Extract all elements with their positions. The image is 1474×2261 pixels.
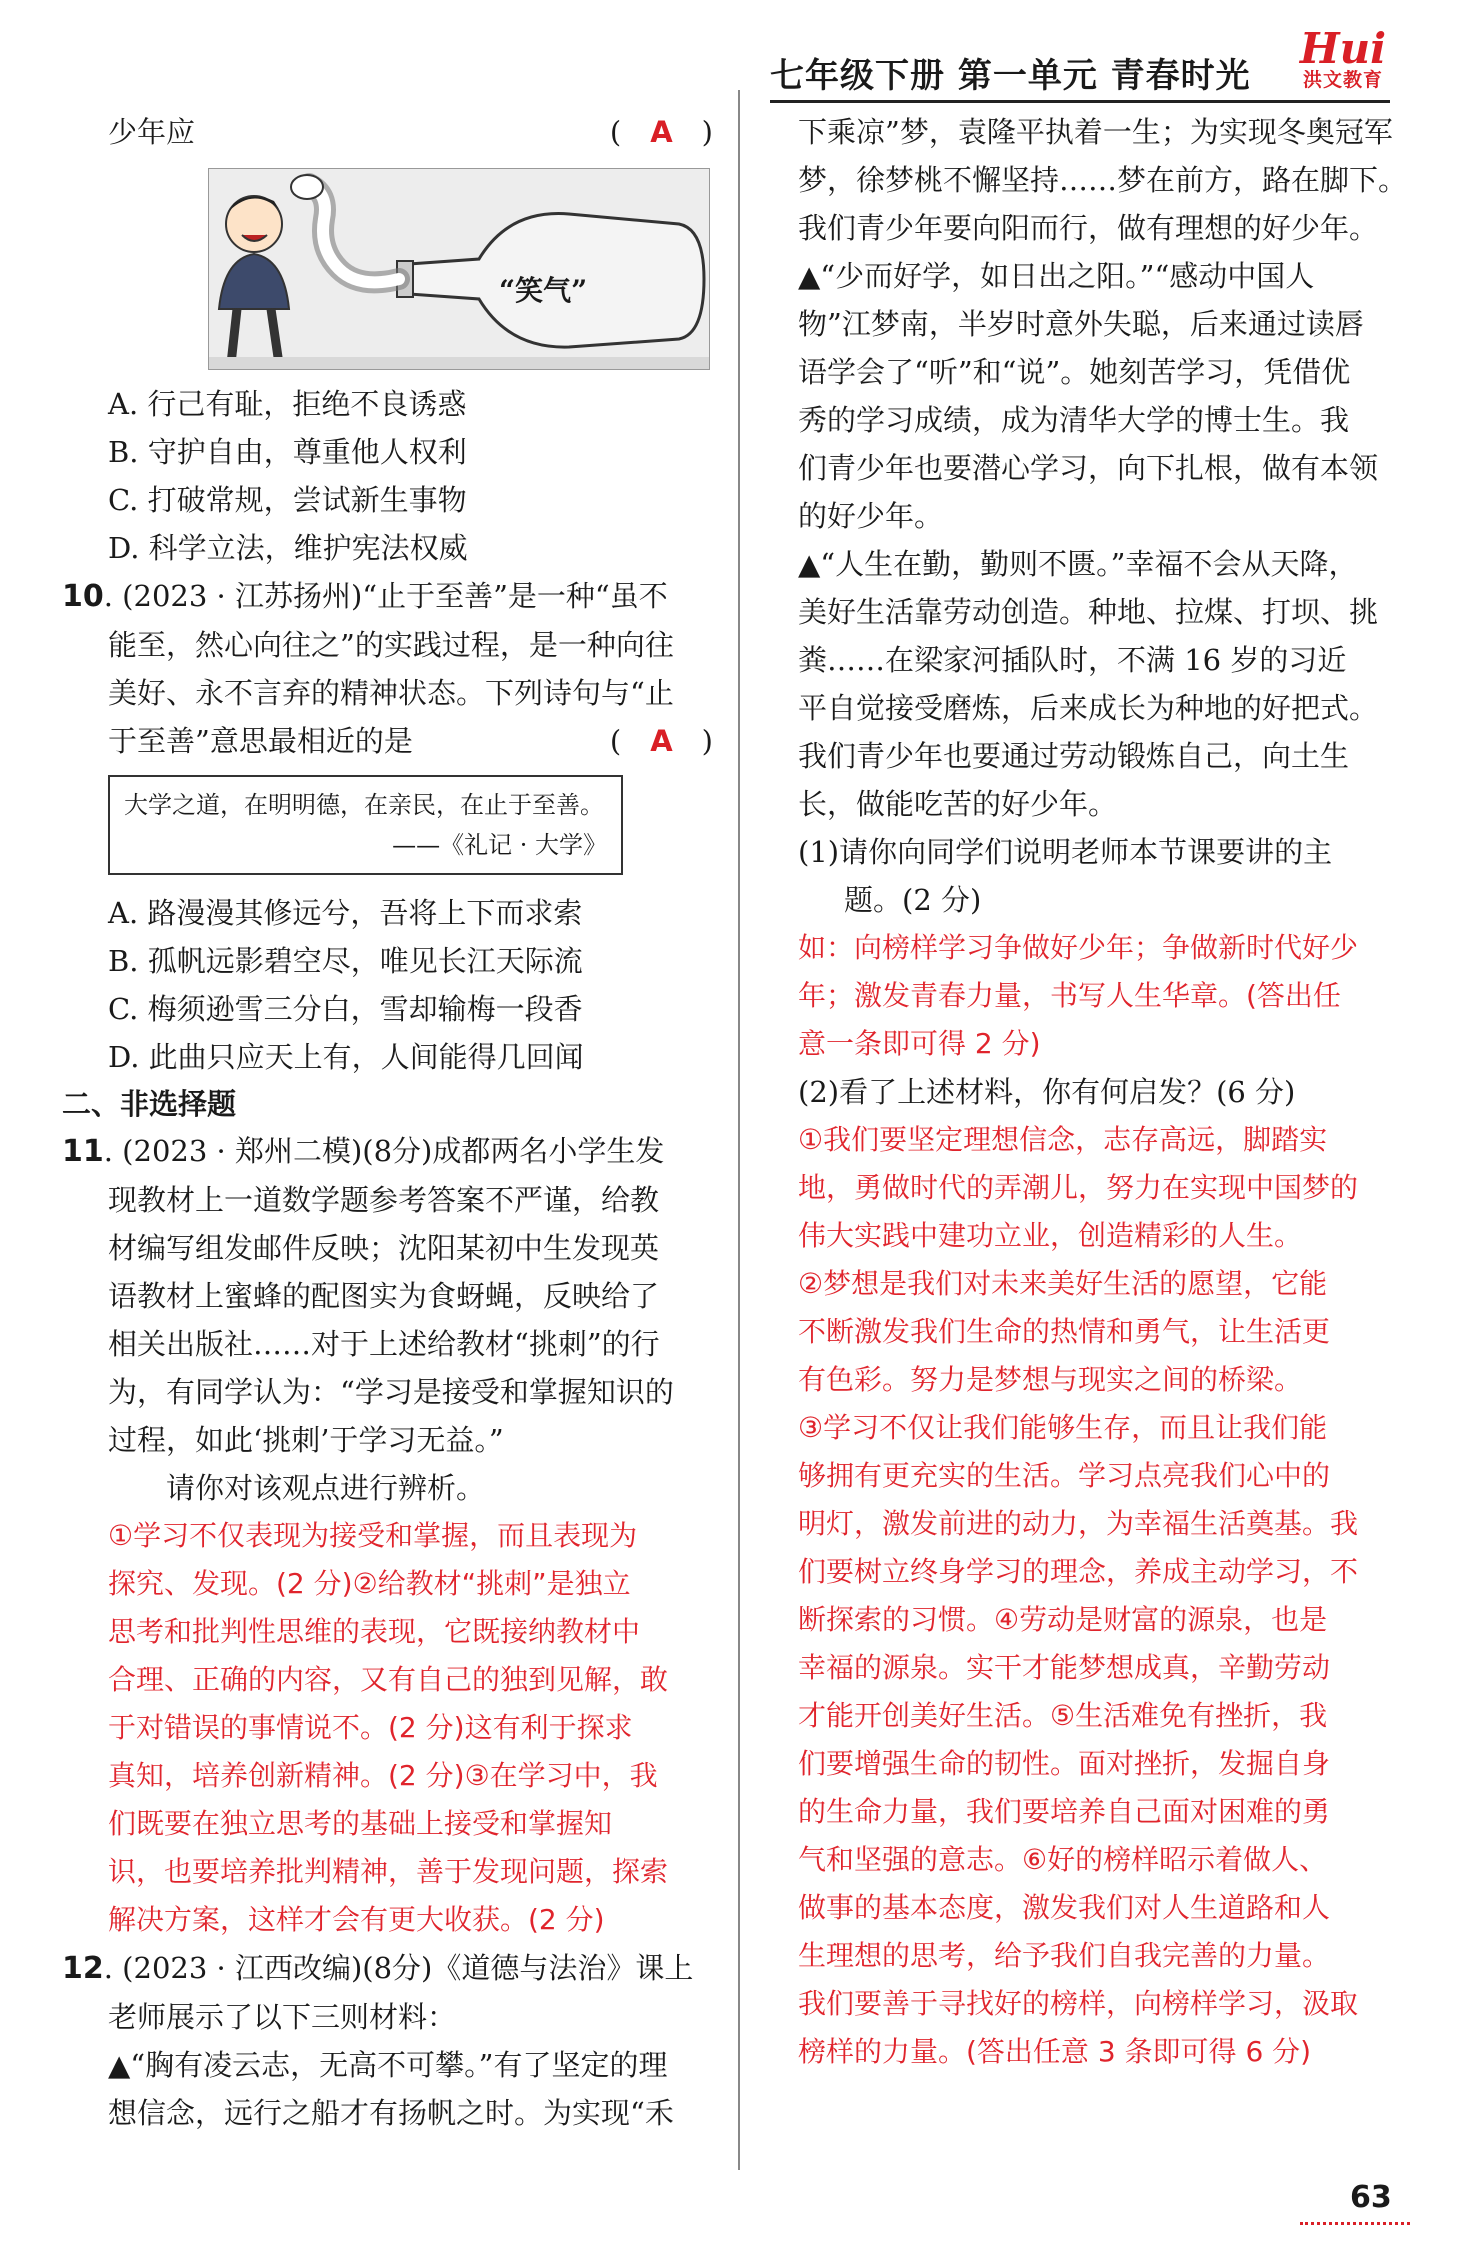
q11-line-4: 语教材上蜜蜂的配图实为食蚜蝇，反映给了 (108, 1279, 660, 1313)
brand-logo (1288, 24, 1398, 98)
sub2-answer-line: 们要增强生命的韧性。面对挫折，发掘自身 (798, 1747, 1331, 1780)
q12-text-1: . (2023 · 江西改编)(8分)《道德与法治》课上 (103, 1951, 694, 1985)
q11-line-1 (62, 1127, 713, 1176)
q9-tail-text: 少年应 (108, 115, 196, 149)
sub2-answer-line: 气和坚强的意志。⑥好的榜样昭示着做人、 (798, 1843, 1328, 1876)
q11-line-3: 材编写组发邮件反映；沈阳某初中生发现英 (108, 1231, 660, 1265)
q10-option-b: B. 孤帆远影碧空尽，唯见长江天际流 (108, 944, 583, 978)
material-line: 梦，徐梦桃不懈坚持……梦在前方，路在脚下。 (798, 163, 1408, 197)
q12-line-2: 老师展示了以下三则材料： (108, 2000, 457, 2034)
sub2-answer-line: 幸福的源泉。实干才能梦想成真，辛勤劳动 (798, 1651, 1331, 1684)
q10-option-d: D. 此曲只应天上有，人间能得几回闻 (108, 1040, 584, 1074)
material-line: 平自觉接受磨炼，后来成长为种地的好把式。 (798, 691, 1379, 725)
sub2-answer-line: ②梦想是我们对未来美好生活的愿望，它能 (798, 1267, 1328, 1300)
sub2-answer-line: 做事的基本态度，激发我们对人生道路和人 (798, 1891, 1331, 1924)
q10-line-4 (108, 717, 713, 765)
cartoon-label: “笑气” (499, 274, 588, 307)
page-number: 63 (1350, 2180, 1392, 2215)
material-line: 下乘凉”梦，袁隆平执着一生；为实现冬奥冠军 (798, 115, 1393, 149)
sub1-answer-line: 年；激发青春力量，书写人生华章。(答出任 (798, 979, 1341, 1012)
q10-line-1 (62, 572, 713, 621)
header-title: 七年级下册 第一单元 青春时光 (770, 56, 1251, 96)
q11-number: 11 (62, 1134, 104, 1169)
material-line: 长，做能吃苦的好少年。 (798, 787, 1118, 821)
q9-option-c: C. 打破常规，尝试新生事物 (108, 483, 467, 517)
q11-line-7: 过程，如此‘挑刺’于学习无益。” (108, 1423, 504, 1457)
q11-answer-line: 们既要在独立思考的基础上接受和掌握知 (108, 1807, 613, 1840)
sub2-answer-line: 伟大实践中建功立业，创造精彩的人生。 (798, 1219, 1303, 1252)
q11-answer-line: 于对错误的事情说不。(2 分)这有利于探求 (108, 1711, 633, 1744)
q10-quote: 大学之道，在明明德，在亲民，在止于至善。 (124, 791, 604, 819)
cartoon-drawing (209, 169, 709, 369)
sub2-answer-line: 地，勇做时代的弄潮儿，努力在实现中国梦的 (798, 1171, 1359, 1204)
q11-answer-line: 识，也要培养批判精神，善于发现问题，探索 (108, 1855, 669, 1888)
q10-quote-box (108, 775, 623, 875)
cartoon-illustration (208, 168, 710, 370)
q10-line-2: 能至，然心向往之”的实践过程，是一种向往 (108, 628, 674, 662)
sub2-answer-line: 的生命力量，我们要培养自己面对困难的勇 (798, 1795, 1331, 1828)
q12-line-3: ▲“胸有凌云志，无高不可攀。”有了坚定的理 (108, 2048, 668, 2082)
sub2-answer-line: 有色彩。努力是梦想与现实之间的桥梁。 (798, 1363, 1303, 1396)
sub-question-2: (2)看了上述材料，你有何启发？(6 分) (798, 1075, 1296, 1109)
sub-question-1: (1)请你向同学们说明老师本节课要讲的主 (798, 835, 1333, 869)
material-line: ▲“少而好学，如日出之阳。”“感动中国人 (798, 259, 1315, 293)
sub2-answer-line: ①我们要坚定理想信念，志存高远，脚踏实 (798, 1123, 1328, 1156)
q11-line-6: 为，有同学认为：“学习是接受和掌握知识的 (108, 1375, 674, 1409)
right-column (798, 108, 1408, 2076)
q10-answer-paren: ( A ) (609, 724, 713, 758)
column-divider (738, 90, 740, 2170)
material-line: 粪……在梁家河插队时，不满 16 岁的习近 (798, 643, 1347, 677)
material-line: 们青少年也要潜心学习，向下扎根，做有本领 (798, 451, 1379, 485)
sub1-answer-line: 如：向榜样学习争做好少年；争做新时代好少 (798, 931, 1359, 964)
q11-answer-line: 合理、正确的内容，又有自己的独到见解，敢 (108, 1663, 669, 1696)
q11-answer-line: 真知，培养创新精神。(2 分)③在学习中，我 (108, 1759, 658, 1792)
q11-line-5: 相关出版社……对于上述给教材“挑刺”的行 (108, 1327, 660, 1361)
sub2-answer-line: 生理想的思考，给予我们自我完善的力量。 (798, 1939, 1331, 1972)
q10-quote-source: ——《礼记 · 大学》 (392, 831, 607, 859)
q11-prompt: 请你对该观点进行辨析。 (166, 1471, 486, 1505)
q9-option-b: B. 守护自由，尊重他人权利 (108, 435, 467, 469)
q10-text-4: 于至善”意思最相近的是 (108, 724, 413, 758)
q11-answer-line: 探究、发现。(2 分)②给教材“挑刺”是独立 (108, 1567, 631, 1600)
q9-answer: A (650, 115, 673, 149)
q9-tail (108, 108, 713, 156)
material-line: ▲“人生在勤，勤则不匮。”幸福不会从天降， (798, 547, 1358, 581)
page-number-underline (1300, 2222, 1410, 2225)
sub2-answer-line: 不断激发我们生命的热情和勇气，让生活更 (798, 1315, 1331, 1348)
material-line: 的好少年。 (798, 499, 944, 533)
q10-line-3: 美好、永不言弃的精神状态。下列诗句与“止 (108, 676, 674, 710)
q11-text-1: . (2023 · 郑州二模)(8分)成都两名小学生发 (103, 1134, 665, 1168)
sub-question-1-cont: 题。(2 分) (844, 883, 982, 917)
sub2-answer-line: 断探索的习惯。④劳动是财富的源泉，也是 (798, 1603, 1328, 1636)
material-line: 语学会了“听”和“说”。她刻苦学习，凭借优 (798, 355, 1351, 389)
section-title: 二、非选择题 (62, 1087, 237, 1121)
header-rule (770, 100, 1390, 103)
q12-line-1 (62, 1944, 713, 1993)
q10-answer: A (650, 724, 673, 758)
material-line: 我们青少年也要通过劳动锻炼自己，向土生 (798, 739, 1350, 773)
q11-answer-line: ①学习不仅表现为接受和掌握，而且表现为 (108, 1519, 638, 1552)
left-column (62, 108, 713, 2137)
q11-answer-line: 解决方案，这样才会有更大收获。(2 分) (108, 1903, 605, 1936)
sub2-answer-line: ③学习不仅让我们能够生存，而且让我们能 (798, 1411, 1328, 1444)
material-line: 物”江梦南，半岁时意外失聪，后来通过读唇 (798, 307, 1364, 341)
q10-number: 10 (62, 579, 104, 614)
brand-logo-mark: Hui (1299, 24, 1387, 73)
q10-option-c: C. 梅须逊雪三分白，雪却输梅一段香 (108, 992, 583, 1026)
q12-number: 12 (62, 1951, 104, 1986)
q9-option-d: D. 科学立法，维护宪法权威 (108, 531, 468, 565)
q10-text-1: . (2023 · 江苏扬州)“止于至善”是一种“虽不 (103, 579, 668, 613)
sub2-answer-line: 我们要善于寻找好的榜样，向榜样学习，汲取 (798, 1987, 1359, 2020)
material-line: 美好生活靠劳动创造。种地、拉煤、打坝、挑 (798, 595, 1379, 629)
q11-answer-line: 思考和批判性思维的表现，它既接纳教材中 (108, 1615, 641, 1648)
sub2-answer-line: 明灯，激发前进的动力，为幸福生活奠基。我 (798, 1507, 1359, 1540)
q10-option-a: A. 路漫漫其修远兮，吾将上下而求索 (108, 896, 583, 930)
material-line: 我们青少年要向阳而行，做有理想的好少年。 (798, 211, 1379, 245)
q9-answer-paren: ( A ) (609, 115, 713, 149)
sub1-answer-line: 意一条即可得 2 分) (798, 1027, 1041, 1060)
q9-option-a: A. 行己有耻，拒绝不良诱惑 (108, 387, 467, 421)
page-header (770, 24, 1410, 100)
sub2-answer-line: 榜样的力量。(答出任意 3 条即可得 6 分) (798, 2035, 1312, 2068)
sub2-answer-line: 才能开创美好生活。⑤生活难免有挫折，我 (798, 1699, 1328, 1732)
q12-line-4: 想信念，远行之船才有扬帆之时。为实现“禾 (108, 2096, 674, 2130)
q11-line-2: 现教材上一道数学题参考答案不严谨，给教 (108, 1183, 660, 1217)
material-line: 秀的学习成绩，成为清华大学的博士生。我 (798, 403, 1350, 437)
sub2-answer-line: 们要树立终身学习的理念，养成主动学习，不 (798, 1555, 1359, 1588)
brand-logo-text: 洪文教育 (1302, 69, 1383, 91)
sub2-answer-line: 够拥有更充实的生活。学习点亮我们心中的 (798, 1459, 1331, 1492)
